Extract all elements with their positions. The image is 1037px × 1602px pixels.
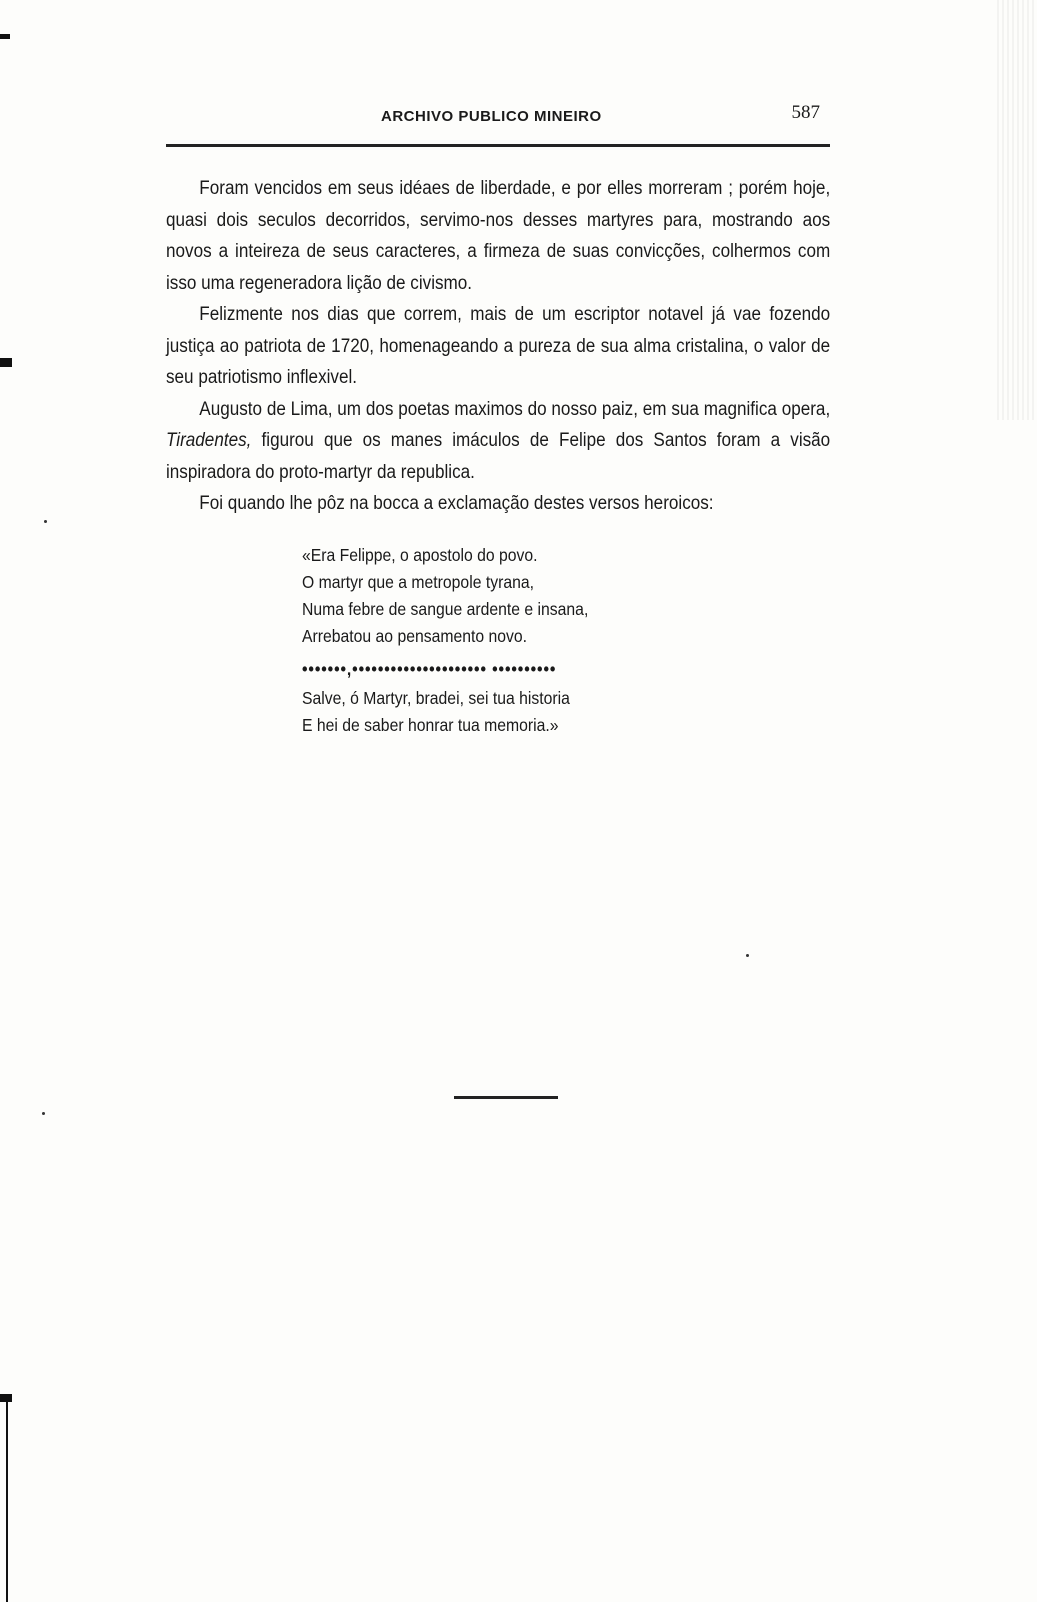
scan-mark xyxy=(0,34,10,39)
scan-noise xyxy=(997,0,1037,420)
work-title: Tiradentes, xyxy=(166,430,252,451)
paragraph-text: figurou que os manes imáculos de Felipe dos Santos foram a visão inspiradora do proto-martyr da republica. xyxy=(166,430,831,483)
running-head xyxy=(166,96,830,147)
scan-speck xyxy=(44,520,47,523)
verse-line: Numa febre de sangue ardente e insana, xyxy=(302,598,589,619)
page-number: 587 xyxy=(791,102,820,123)
paragraph: Foram vencidos em seus idéaes de liberdade, e por elles morreram ; porém hoje, quasi dois seculos decorridos, servimo-nos desses martyres para, mostrando aos novos a inteireza de seus caracteres, a firmeza de suas convicções, colhermos com isso uma regeneradora lição de civismo. xyxy=(166,178,831,294)
scan-edge-line xyxy=(6,1400,8,1602)
verse-line: Salve, ó Martyr, bradei, sei tua historia xyxy=(302,687,570,708)
verse-line: O martyr que a metropole tyrana, xyxy=(302,571,534,592)
verse-line: «Era Felippe, o apostolo do povo. xyxy=(302,544,538,565)
verse-line: Arrebatou ao pensamento novo. xyxy=(302,625,528,646)
paragraph: Felizmente nos dias que correm, mais de um escriptor notavel já vae fozendo justiça ao patriota de 1720, homenageando a pureza de sua alma cristalina, o valor de seu patriotismo inflexivel. xyxy=(166,304,831,388)
verse-quote xyxy=(302,542,777,739)
document-page xyxy=(166,96,830,739)
verse-line: E hei de saber honrar tua memoria.» xyxy=(302,714,559,735)
verse-ellipsis: •••••••,••••••••••••••••••••• •••••••••• xyxy=(302,658,557,679)
scan-edge-marks xyxy=(0,0,14,1602)
paragraph: Foi quando lhe pôz na bocca a exclamação destes versos heroicos: xyxy=(199,493,714,514)
body-text xyxy=(166,173,830,520)
scan-speck xyxy=(746,954,749,957)
running-head-title: ARCHIVO PUBLICO MINEIRO xyxy=(381,108,602,125)
paragraph-text: Augusto de Lima, um dos poetas maximos do nosso paiz, em sua magnifica opera, xyxy=(199,398,831,420)
closing-rule xyxy=(454,1096,558,1099)
scan-mark xyxy=(0,358,12,367)
paragraph xyxy=(166,394,830,489)
scan-speck xyxy=(42,1112,45,1115)
